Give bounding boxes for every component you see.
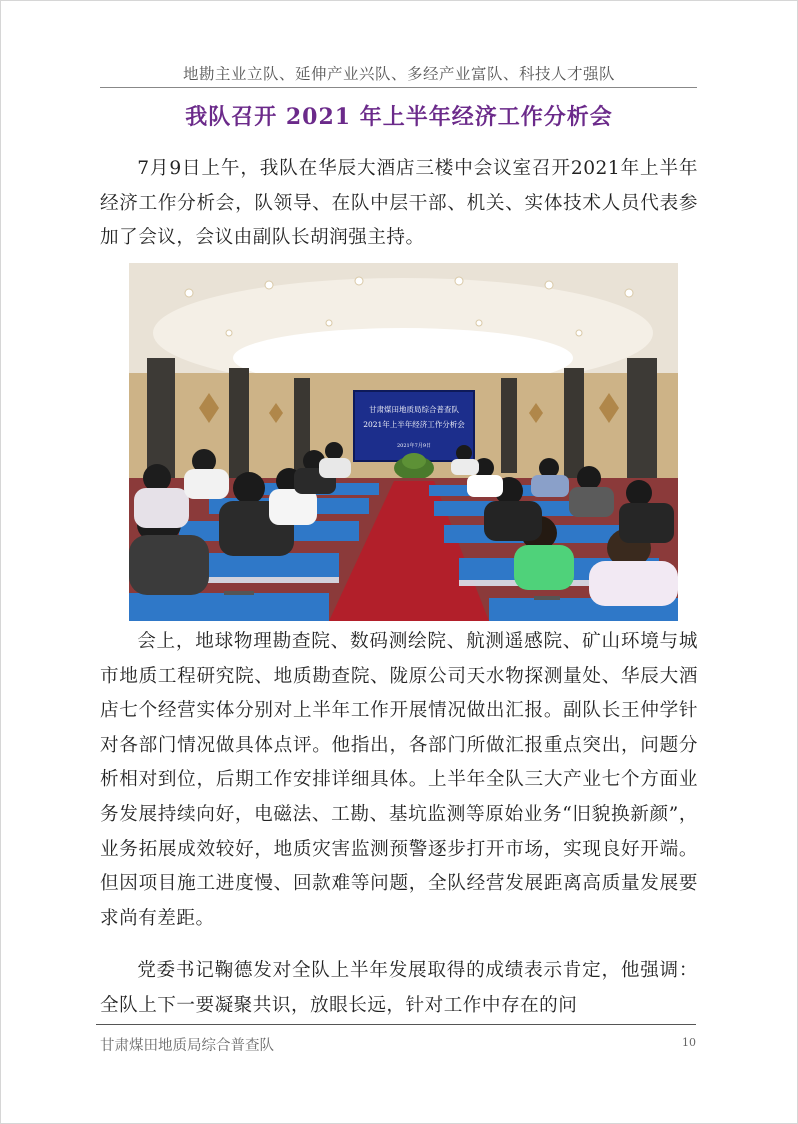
article-title: 我队召开 2021 年上半年经济工作分析会 bbox=[185, 104, 613, 130]
header-divider bbox=[100, 87, 697, 88]
footer-divider bbox=[96, 1024, 696, 1025]
page-number: 10 bbox=[682, 1036, 696, 1049]
header-motto: 地勘主业立队、延伸产业兴队、多经产业富队、科技人才强队 bbox=[182, 65, 615, 83]
banner-title-line2: 2021年上半年经济工作分析会 bbox=[363, 420, 465, 429]
banner-title-line1: 甘肃煤田地质局综合普查队 bbox=[369, 405, 459, 414]
article-paragraph-1: 7月9日上午，我队在华辰大酒店三楼中会议室召开2021年上半年经济工作分析会，队领导、在队中层干部、机关、实体技术人员代表参加了会议，会议由副队长胡润强主持。 bbox=[100, 158, 698, 249]
article-paragraph-3: 党委书记鞠德发对全队上半年发展取得的成绩表示肯定，他强调：全队上下一要凝聚共识，放眼长远，针对工作中存在的问 bbox=[100, 960, 698, 1016]
meeting-photo bbox=[129, 263, 678, 621]
footer-organization: 甘肃煤田地质局综合普查队 bbox=[100, 1038, 274, 1054]
banner-date: 2021年7月9日 bbox=[396, 443, 432, 449]
article-paragraph-2: 会上，地球物理勘查院、数码测绘院、航测遥感院、矿山环境与城市地质工程研究院、地质勘查院、陇原公司天水物探测量处、华辰大酒店七个经营实体分别对上半年工作开展情况做出汇报。副队长王仲学针对各部门情况做具体点评。他指出，各部门所做汇报重点突出，问题分析相对到位，后期工作安排详细具体。上半年全队三大产业七个方面业务发展持续向好，电磁法、工勘、基坑监测等原始业务“旧貌换新颜”，业务拓展成效较好，地质灾害监测预警逐步打开市场，实现良好开端。但因项目施工进度慢、回款难等问题，全队经营发展距离高质量发展要求尚有差距。 bbox=[100, 631, 698, 929]
